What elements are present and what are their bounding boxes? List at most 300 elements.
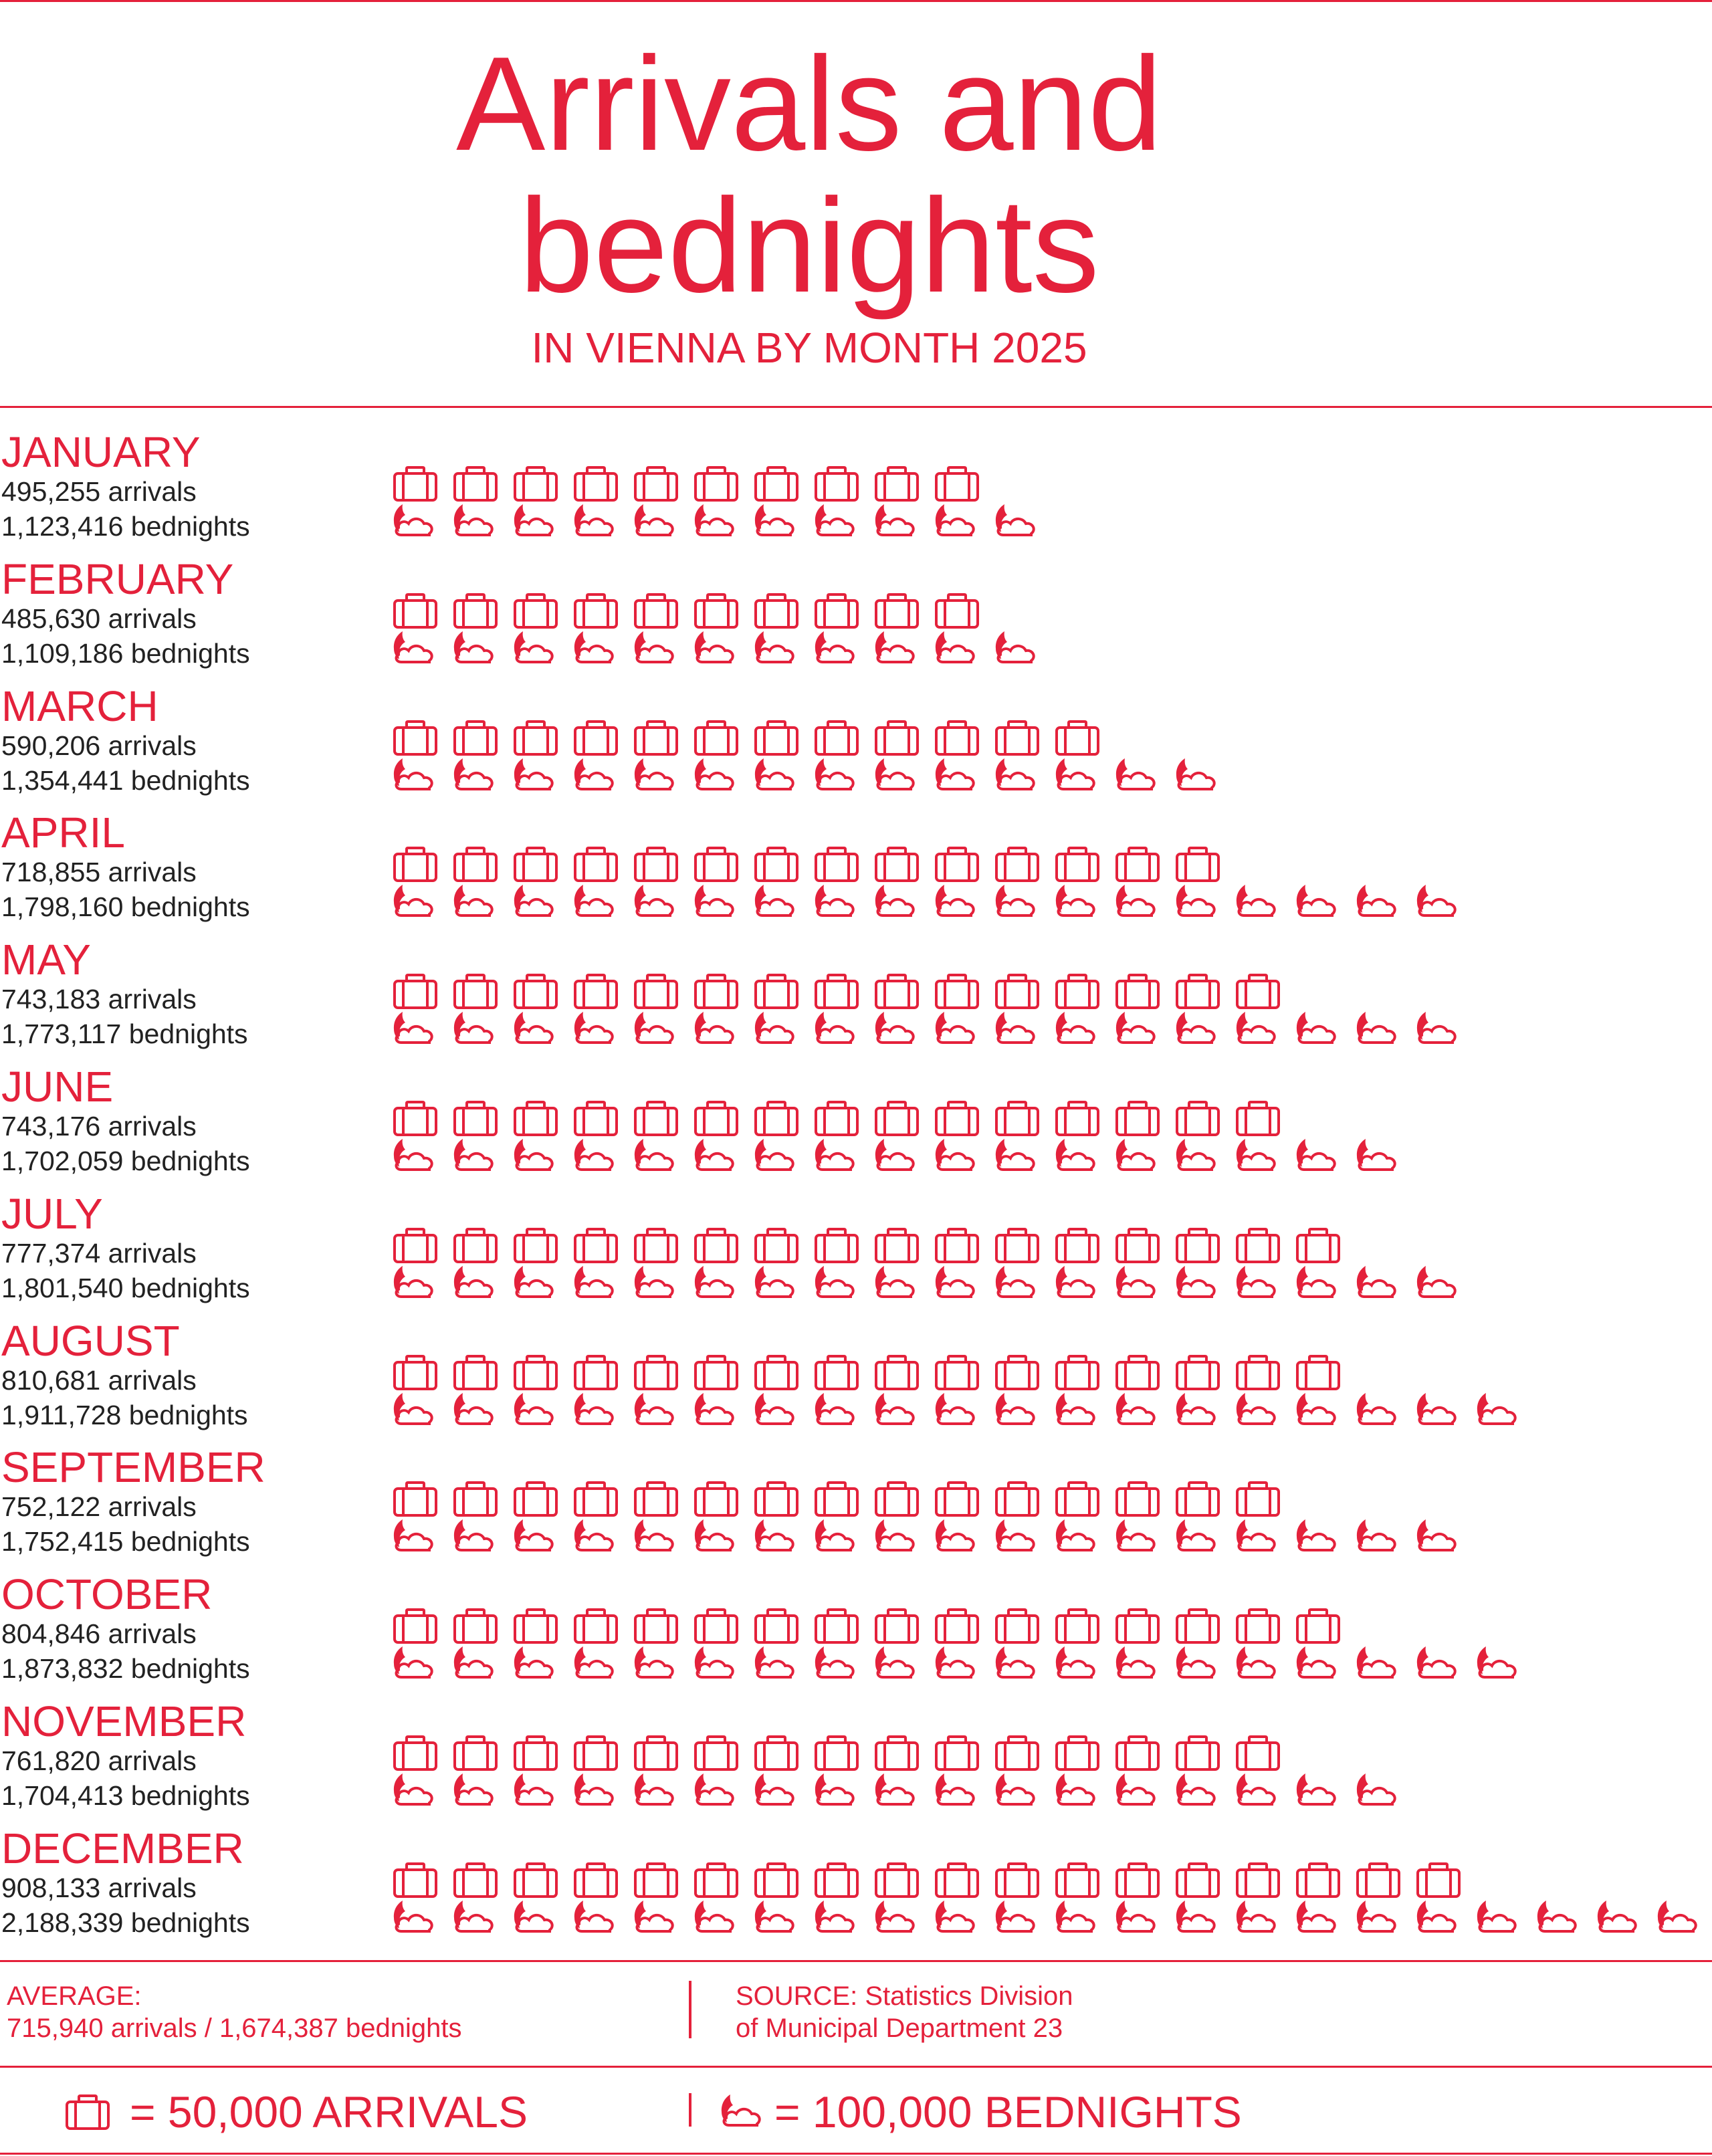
month-name: FEBRUARY <box>1 554 234 603</box>
suitcase-icon <box>515 1356 556 1389</box>
moon-cloud-icon <box>1297 1773 1335 1804</box>
moon-cloud-icon <box>1297 1901 1335 1931</box>
moon-cloud-icon <box>936 1646 974 1677</box>
moon-cloud-icon <box>1056 885 1094 915</box>
suitcase-icon <box>1177 1356 1218 1389</box>
suitcase-icon <box>876 848 918 881</box>
moon-cloud-icon <box>1417 885 1455 915</box>
moon-cloud-icon <box>755 758 793 789</box>
suitcase-icon <box>635 1102 677 1135</box>
moon-cloud-icon <box>394 1266 432 1297</box>
month-row-july <box>0 1190 1712 1317</box>
arrivals-label: 761,820 arrivals <box>1 1745 197 1776</box>
suitcase-icon <box>1237 1102 1279 1135</box>
moon-cloud-icon <box>875 1519 914 1550</box>
suitcase-icon <box>1057 1737 1098 1769</box>
moon-cloud-icon <box>1477 1393 1515 1424</box>
moon-cloud-icon <box>574 1901 613 1931</box>
arrivals-label: 743,176 arrivals <box>1 1111 197 1142</box>
moon-cloud-icon <box>394 1646 432 1677</box>
suitcase-icon <box>455 1229 496 1262</box>
moon-cloud-icon <box>574 504 613 535</box>
suitcase-icon <box>515 848 556 881</box>
moon-cloud-icon <box>1056 1012 1094 1043</box>
moon-cloud-icon <box>635 1012 673 1043</box>
moon-cloud-icon <box>695 1646 733 1677</box>
moon-cloud-icon <box>1477 1646 1515 1677</box>
suitcase-icon <box>756 1737 797 1769</box>
month-name: DECEMBER <box>1 1824 244 1872</box>
moon-cloud-icon <box>695 1139 733 1170</box>
suitcase-icon <box>635 1229 677 1262</box>
suitcase-icon <box>515 975 556 1008</box>
suitcase-icon <box>1057 1610 1098 1642</box>
suitcase-icon <box>1237 1737 1279 1769</box>
suitcase-icon <box>756 975 797 1008</box>
source-line-1: SOURCE: Statistics Division <box>736 1981 1073 2011</box>
suitcase-icon <box>1297 1356 1339 1389</box>
arrivals-label: 908,133 arrivals <box>1 1872 197 1903</box>
moon-cloud-icon <box>1297 1519 1335 1550</box>
moon-cloud-icon <box>815 631 853 662</box>
suitcase-icon <box>455 1356 496 1389</box>
moon-cloud-icon <box>1237 1393 1275 1424</box>
suitcase-icon <box>756 1102 797 1135</box>
suitcase-icon <box>756 722 797 754</box>
suitcase-icon <box>1297 1610 1339 1642</box>
moon-cloud-icon <box>574 1393 613 1424</box>
moon-cloud-icon <box>936 1012 974 1043</box>
moon-cloud-icon <box>574 1012 613 1043</box>
suitcase-icon <box>696 1737 737 1769</box>
suitcase-icon <box>936 1610 978 1642</box>
moon-cloud-icon <box>1658 1901 1696 1931</box>
month-name: MARCH <box>1 681 158 730</box>
moon-cloud-icon <box>1116 1773 1154 1804</box>
suitcase-icon <box>395 722 436 754</box>
suitcase-icon <box>996 1737 1038 1769</box>
month-name: APRIL <box>1 808 125 857</box>
moon-cloud-icon <box>635 1901 673 1931</box>
suitcase-icon <box>1177 1102 1218 1135</box>
suitcase-icon <box>816 1864 857 1897</box>
moon-cloud-icon <box>635 1773 673 1804</box>
legend-divider <box>689 2093 691 2127</box>
suitcase-icon <box>876 1356 918 1389</box>
moon-cloud-icon <box>755 885 793 915</box>
moon-cloud-icon <box>1176 1266 1214 1297</box>
suitcase-icon <box>1057 1864 1098 1897</box>
suitcase-icon <box>816 1483 857 1515</box>
suitcase-icon <box>395 1864 436 1897</box>
suitcase-icon <box>1177 975 1218 1008</box>
suitcase-icon <box>455 467 496 500</box>
pictogram-row <box>0 1317 1712 1444</box>
bednights-label: 2,188,339 bednights <box>1 1907 250 1938</box>
suitcase-icon <box>1177 1229 1218 1262</box>
suitcase-icon <box>816 722 857 754</box>
suitcase-icon <box>1177 1610 1218 1642</box>
moon-cloud-icon <box>514 758 552 789</box>
moon-cloud-icon <box>635 631 673 662</box>
pictogram-row <box>0 555 1712 682</box>
moon-cloud-icon <box>695 758 733 789</box>
moon-cloud-icon <box>394 885 432 915</box>
moon-cloud-icon <box>454 1519 492 1550</box>
moon-cloud-icon <box>936 1139 974 1170</box>
suitcase-icon <box>515 1737 556 1769</box>
arrivals-label: 590,206 arrivals <box>1 730 197 761</box>
suitcase-icon <box>816 1229 857 1262</box>
bednights-label: 1,354,441 bednights <box>1 764 250 796</box>
moon-cloud-icon <box>695 1901 733 1931</box>
suitcase-icon <box>756 1864 797 1897</box>
suitcase-icon <box>996 848 1038 881</box>
month-row-august <box>0 1317 1712 1444</box>
moon-cloud-icon <box>936 758 974 789</box>
moon-cloud-icon <box>1237 1139 1275 1170</box>
moon-cloud-icon <box>1116 1393 1154 1424</box>
moon-cloud-icon <box>635 758 673 789</box>
suitcase-icon <box>635 975 677 1008</box>
suitcase-icon <box>816 467 857 500</box>
arrivals-label: 485,630 arrivals <box>1 603 197 634</box>
moon-cloud-icon <box>936 504 974 535</box>
moon-cloud-icon <box>815 1012 853 1043</box>
suitcase-icon <box>996 722 1038 754</box>
moon-cloud-icon <box>1237 1773 1275 1804</box>
suitcase-icon <box>696 595 737 627</box>
moon-cloud-icon <box>875 1901 914 1931</box>
footer-top-rule <box>0 1960 1712 1962</box>
moon-cloud-icon <box>1537 1901 1576 1931</box>
suitcase-icon <box>395 848 436 881</box>
moon-cloud-icon <box>1237 1901 1275 1931</box>
moon-cloud-icon <box>875 1139 914 1170</box>
suitcase-icon <box>1117 975 1158 1008</box>
bednights-label: 1,704,413 bednights <box>1 1780 250 1811</box>
footer-divider <box>689 1981 691 2038</box>
moon-cloud-icon <box>996 1646 1034 1677</box>
moon-cloud-icon <box>755 1012 793 1043</box>
moon-cloud-icon <box>1116 1012 1154 1043</box>
moon-cloud-icon <box>514 1901 552 1931</box>
suitcase-icon <box>816 1356 857 1389</box>
moon-cloud-icon <box>574 1266 613 1297</box>
moon-cloud-icon <box>1357 1519 1395 1550</box>
moon-cloud-icon <box>815 1646 853 1677</box>
suitcase-icon <box>515 1610 556 1642</box>
suitcase-icon <box>876 722 918 754</box>
moon-cloud-icon <box>514 1773 552 1804</box>
moon-cloud-icon <box>996 1773 1034 1804</box>
page-title <box>0 29 1618 320</box>
top-rule <box>0 0 1712 2</box>
suitcase-icon <box>575 1610 617 1642</box>
month-row-september <box>0 1443 1712 1570</box>
suitcase-icon <box>395 595 436 627</box>
moon-cloud-icon <box>695 1773 733 1804</box>
suitcase-icon <box>696 722 737 754</box>
month-name: AUGUST <box>1 1316 180 1365</box>
suitcase-icon <box>1057 975 1098 1008</box>
moon-cloud-icon <box>514 1519 552 1550</box>
bednights-label: 1,752,415 bednights <box>1 1526 250 1557</box>
moon-cloud-icon <box>1357 1901 1395 1931</box>
suitcase-icon <box>635 595 677 627</box>
legend-arrivals-text: = 50,000 ARRIVALS <box>130 2087 528 2137</box>
moon-cloud-icon <box>996 1266 1034 1297</box>
suitcase-icon <box>876 467 918 500</box>
suitcase-icon <box>696 1102 737 1135</box>
moon-cloud-icon <box>454 885 492 915</box>
moon-cloud-icon <box>1297 1646 1335 1677</box>
suitcase-icon <box>1117 1356 1158 1389</box>
suitcase-icon <box>756 1483 797 1515</box>
moon-cloud-icon <box>755 1393 793 1424</box>
pictogram-row <box>0 1824 1712 1951</box>
suitcase-icon <box>455 975 496 1008</box>
moon-cloud-icon <box>1297 1393 1335 1424</box>
suitcase-icon <box>1057 848 1098 881</box>
page-subtitle: IN VIENNA BY MONTH 2025 <box>531 324 1087 372</box>
pictogram-row <box>0 936 1712 1063</box>
moon-cloud-icon <box>514 631 552 662</box>
moon-cloud-icon <box>695 504 733 535</box>
suitcase-icon <box>816 1737 857 1769</box>
moon-cloud-icon <box>1176 1646 1214 1677</box>
moon-cloud-icon <box>514 1266 552 1297</box>
arrivals-label: 810,681 arrivals <box>1 1364 197 1396</box>
suitcase-icon <box>635 1864 677 1897</box>
title-line-1: Arrivals and <box>456 29 1162 179</box>
suitcase-icon <box>515 1102 556 1135</box>
moon-cloud-icon <box>1176 758 1214 789</box>
moon-cloud-icon <box>755 1519 793 1550</box>
suitcase-icon <box>515 722 556 754</box>
moon-cloud-icon <box>1237 885 1275 915</box>
suitcase-icon <box>1297 1864 1339 1897</box>
suitcase-icon <box>936 467 978 500</box>
suitcase-icon <box>455 1483 496 1515</box>
suitcase-icon <box>876 595 918 627</box>
suitcase-icon <box>1237 975 1279 1008</box>
suitcase-icon <box>696 467 737 500</box>
suitcase-icon <box>1237 1229 1279 1262</box>
title-line-2: bednights <box>519 171 1099 320</box>
moon-cloud-icon <box>1237 1266 1275 1297</box>
pictogram-row <box>0 808 1712 936</box>
suitcase-icon <box>455 848 496 881</box>
moon-cloud-icon <box>574 1139 613 1170</box>
suitcase-icon <box>936 848 978 881</box>
moon-cloud-icon <box>755 504 793 535</box>
moon-cloud-icon <box>1417 1519 1455 1550</box>
suitcase-icon <box>635 467 677 500</box>
moon-cloud-icon <box>1477 1901 1515 1931</box>
moon-cloud-icon <box>454 1393 492 1424</box>
moon-cloud-icon <box>1357 1139 1395 1170</box>
pictogram-row <box>0 428 1712 555</box>
suitcase-icon <box>696 1864 737 1897</box>
suitcase-icon <box>1117 1102 1158 1135</box>
moon-cloud-icon <box>875 758 914 789</box>
suitcase-icon <box>1237 1610 1279 1642</box>
moon-cloud-icon <box>996 885 1034 915</box>
moon-cloud-icon <box>1357 1012 1395 1043</box>
month-row-january <box>0 428 1712 555</box>
suitcase-icon <box>1117 1737 1158 1769</box>
suitcase-icon <box>996 1610 1038 1642</box>
moon-cloud-icon <box>996 631 1034 662</box>
suitcase-icon <box>1177 848 1218 881</box>
moon-cloud-icon <box>875 1646 914 1677</box>
suitcase-icon <box>635 1737 677 1769</box>
suitcase-icon <box>1117 848 1158 881</box>
suitcase-icon <box>575 975 617 1008</box>
moon-cloud-icon <box>394 1139 432 1170</box>
moon-cloud-icon <box>815 1773 853 1804</box>
month-name: OCTOBER <box>1 1570 213 1619</box>
suitcase-icon <box>455 595 496 627</box>
suitcase-icon <box>996 975 1038 1008</box>
suitcase-icon <box>696 1229 737 1262</box>
moon-cloud-icon <box>1357 1646 1395 1677</box>
moon-cloud-icon <box>1116 1646 1154 1677</box>
moon-cloud-icon <box>1176 1901 1214 1931</box>
suitcase-icon <box>635 848 677 881</box>
moon-cloud-icon <box>1116 758 1154 789</box>
moon-cloud-icon <box>1056 1519 1094 1550</box>
moon-cloud-icon <box>574 1773 613 1804</box>
legend-bednights-text: = 100,000 BEDNIGHTS <box>774 2087 1242 2137</box>
suitcase-icon <box>1237 1864 1279 1897</box>
suitcase-icon <box>876 1610 918 1642</box>
pictogram-row <box>0 1697 1712 1824</box>
moon-cloud-icon <box>1417 1393 1455 1424</box>
bednights-label: 1,798,160 bednights <box>1 891 250 923</box>
moon-cloud-icon <box>394 1393 432 1424</box>
moon-cloud-icon <box>635 1646 673 1677</box>
month-name: JULY <box>1 1189 103 1238</box>
moon-cloud-icon <box>635 885 673 915</box>
moon-cloud-icon <box>514 1139 552 1170</box>
suitcase-icon <box>876 1229 918 1262</box>
month-row-june <box>0 1063 1712 1190</box>
month-row-november <box>0 1697 1712 1824</box>
suitcase-icon <box>696 1610 737 1642</box>
moon-cloud-icon <box>996 1519 1034 1550</box>
suitcase-icon <box>756 1356 797 1389</box>
suitcase-icon <box>515 1864 556 1897</box>
moon-cloud-icon <box>1176 1012 1214 1043</box>
average-value: 715,940 arrivals / 1,674,387 bednights <box>7 2014 462 2043</box>
moon-cloud-icon <box>815 1139 853 1170</box>
moon-cloud-icon <box>936 1901 974 1931</box>
suitcase-icon <box>395 1229 436 1262</box>
moon-cloud-icon <box>574 885 613 915</box>
moon-cloud-icon <box>1056 1139 1094 1170</box>
moon-cloud-icon <box>1417 1266 1455 1297</box>
moon-cloud-icon <box>454 1139 492 1170</box>
suitcase-icon <box>575 467 617 500</box>
moon-cloud-icon <box>875 1393 914 1424</box>
moon-cloud-icon <box>635 1519 673 1550</box>
suitcase-icon <box>1117 1483 1158 1515</box>
moon-cloud-icon <box>454 1773 492 1804</box>
month-row-march <box>0 682 1712 809</box>
suitcase-icon <box>936 1229 978 1262</box>
suitcase-icon <box>395 1737 436 1769</box>
moon-cloud-icon <box>454 631 492 662</box>
suitcase-icon <box>395 1483 436 1515</box>
suitcase-icon <box>816 848 857 881</box>
suitcase-icon <box>756 467 797 500</box>
moon-cloud-icon <box>514 1012 552 1043</box>
bednights-label: 1,773,117 bednights <box>1 1018 248 1050</box>
moon-cloud-icon <box>454 1266 492 1297</box>
moon-cloud-icon <box>936 631 974 662</box>
suitcase-icon <box>1177 1864 1218 1897</box>
moon-cloud-icon <box>635 1393 673 1424</box>
moon-cloud-icon <box>1417 1646 1455 1677</box>
suitcase-icon <box>1057 1229 1098 1262</box>
suitcase-icon <box>395 1356 436 1389</box>
arrivals-label: 804,846 arrivals <box>1 1618 197 1650</box>
suitcase-icon <box>1237 1356 1279 1389</box>
bednights-label: 1,873,832 bednights <box>1 1653 250 1685</box>
moon-cloud-icon <box>1357 885 1395 915</box>
suitcase-icon <box>1117 1864 1158 1897</box>
moon-cloud-icon <box>454 1012 492 1043</box>
moon-cloud-icon <box>1297 885 1335 915</box>
moon-cloud-icon <box>996 1393 1034 1424</box>
moon-cloud-icon <box>1357 1393 1395 1424</box>
month-row-february <box>0 555 1712 682</box>
moon-cloud-icon <box>514 504 552 535</box>
moon-cloud-icon <box>695 1393 733 1424</box>
bednights-label: 1,702,059 bednights <box>1 1146 250 1176</box>
moon-cloud-icon <box>1116 1266 1154 1297</box>
suitcase-icon <box>696 1483 737 1515</box>
moon-cloud-icon <box>574 1519 613 1550</box>
suitcase-icon <box>395 467 436 500</box>
moon-cloud-icon <box>996 1012 1034 1043</box>
moon-cloud-icon <box>936 1519 974 1550</box>
moon-cloud-icon <box>1297 1266 1335 1297</box>
suitcase-icon <box>996 1356 1038 1389</box>
pictogram-row <box>0 1063 1712 1190</box>
month-name: JANUARY <box>1 428 201 476</box>
moon-cloud-icon <box>574 631 613 662</box>
moon-cloud-icon <box>815 758 853 789</box>
suitcase-icon <box>515 595 556 627</box>
suitcase-icon <box>575 722 617 754</box>
suitcase-icon <box>996 1102 1038 1135</box>
suitcase-icon <box>1057 722 1098 754</box>
arrivals-label: 743,183 arrivals <box>1 984 197 1015</box>
legend-moon-cloud-icon <box>718 2092 765 2133</box>
suitcase-icon <box>1057 1356 1098 1389</box>
moon-cloud-icon <box>394 1519 432 1550</box>
suitcase-icon <box>936 975 978 1008</box>
suitcase-icon <box>455 1864 496 1897</box>
suitcase-icon <box>936 1864 978 1897</box>
suitcase-icon <box>996 1229 1038 1262</box>
moon-cloud-icon <box>454 1646 492 1677</box>
moon-cloud-icon <box>755 631 793 662</box>
moon-cloud-icon <box>755 1139 793 1170</box>
